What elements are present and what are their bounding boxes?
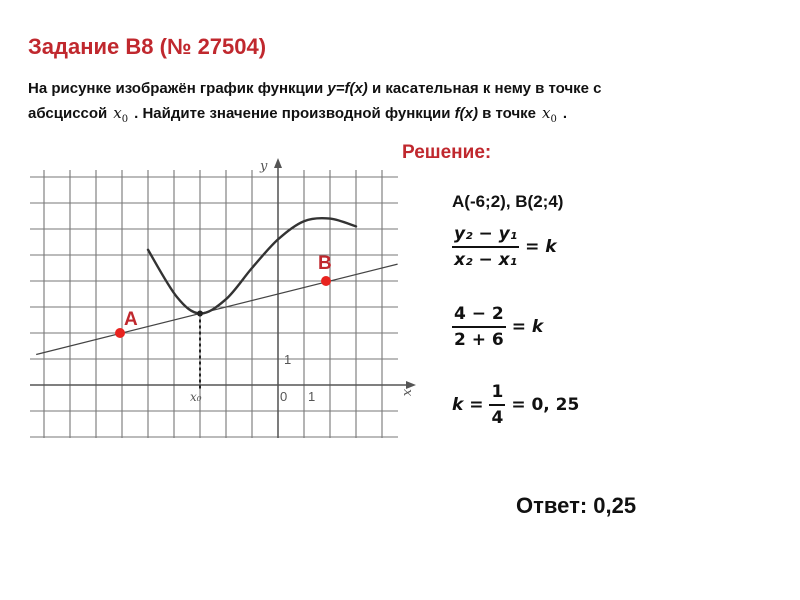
substitution-rhs: = k (511, 317, 544, 337)
point-a-label: A (124, 309, 138, 330)
tangent-line (36, 264, 397, 354)
slope-fraction (452, 224, 519, 270)
tangent-point (197, 311, 203, 317)
problem-text-4: в точке (477, 105, 537, 122)
slope-rhs: = k (525, 237, 557, 257)
substitution-numerator: 4 − 2 (452, 304, 506, 328)
slope-denominator: x₂ − x₁ (454, 250, 518, 270)
result-lhs: k = (452, 395, 484, 415)
slope-formula (452, 224, 557, 270)
point-b-label: B (318, 253, 332, 274)
problem-text-2: и касательная к нему в точке с абсциссой (28, 80, 602, 122)
y-tick-one-label: 1 (284, 352, 292, 367)
problem-text-5: . (562, 105, 568, 122)
task-title: Задание B8 (№ 27504) (28, 34, 267, 59)
origin-label: 0 (280, 389, 288, 404)
x0-symbol-2: $x_0$ (542, 104, 557, 125)
y-axis-arrow (274, 158, 282, 168)
point-b (321, 276, 331, 286)
derivative-function-notation: f(x) (454, 105, 478, 122)
substitution-fraction (452, 304, 506, 350)
slope-numerator: y₂ − y₁ (452, 224, 519, 248)
solution-heading: Решение: (402, 142, 492, 163)
result-rhs: = 0, 25 (511, 395, 580, 415)
y-axis-label: y (260, 159, 268, 174)
x0-symbol: $x_0$ (113, 104, 129, 125)
result-denominator: 4 (491, 408, 504, 428)
function-notation: y=f(x) (327, 80, 368, 97)
problem-text-3: . Найдите значение производной функции (134, 105, 455, 122)
x-tick-one-label: 1 (308, 389, 316, 404)
points-coordinates: A(-6;2), B(2;4) (452, 192, 564, 211)
result-formula (452, 382, 579, 428)
problem-text-1: На рисунке изображён график функции (28, 80, 328, 97)
result-fraction (489, 382, 505, 428)
x0-axis-label: x₀ (190, 390, 202, 404)
substitution-denominator: 2 + 6 (454, 330, 504, 350)
answer: Ответ: 0,25 (516, 493, 637, 518)
x-axis-label: x (400, 389, 415, 397)
substitution-formula (452, 304, 543, 350)
grid (30, 170, 398, 438)
result-numerator: 1 (489, 382, 505, 406)
x-axis-arrow (406, 381, 416, 389)
